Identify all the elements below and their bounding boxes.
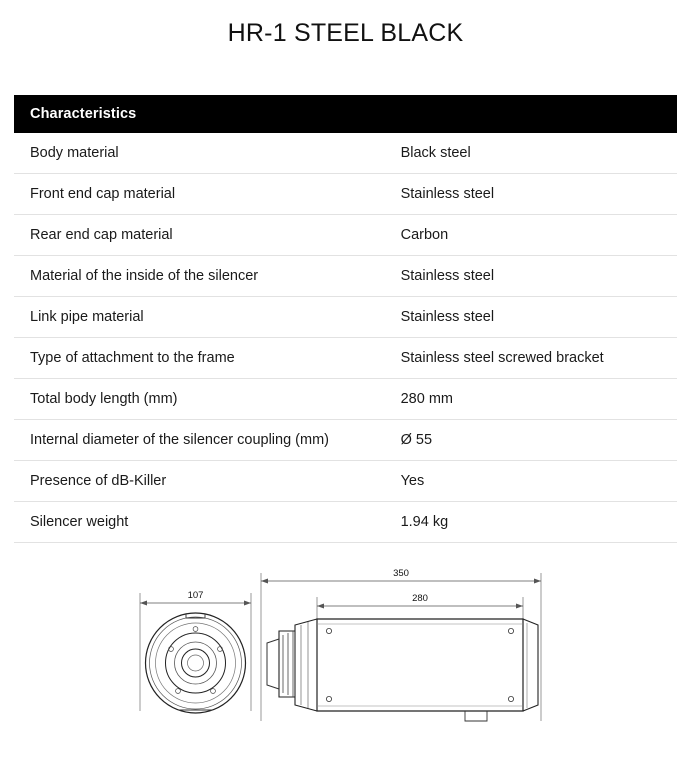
front-view-drawing [128, 571, 263, 746]
row-value: 280 mm [389, 379, 677, 420]
table-row [14, 338, 677, 379]
specifications-section [14, 95, 677, 543]
row-label: Presence of dB-Killer [14, 461, 389, 502]
side-view-svg [255, 561, 555, 751]
row-value: Black steel [389, 133, 677, 174]
technical-drawings [0, 561, 691, 751]
side-view-inner-dimension-label: 280 [412, 593, 428, 604]
table-row [14, 379, 677, 420]
row-label: Link pipe material [14, 297, 389, 338]
table-row [14, 297, 677, 338]
row-label: Rear end cap material [14, 215, 389, 256]
row-value: Stainless steel screwed bracket [389, 338, 677, 379]
front-view-dimension-label: 107 [187, 590, 204, 601]
row-label: Material of the inside of the silencer [14, 256, 389, 297]
table-row [14, 174, 677, 215]
side-view-drawing [255, 561, 555, 751]
row-value: Stainless steel [389, 174, 677, 215]
table-row [14, 133, 677, 174]
row-value: Stainless steel [389, 256, 677, 297]
row-value: Ø 55 [389, 420, 677, 461]
row-label: Body material [14, 133, 389, 174]
table-header-row [14, 95, 677, 133]
row-label: Type of attachment to the frame [14, 338, 389, 379]
characteristics-table [14, 95, 677, 543]
row-label: Total body length (mm) [14, 379, 389, 420]
row-value: Carbon [389, 215, 677, 256]
row-value: Yes [389, 461, 677, 502]
table-row [14, 461, 677, 502]
front-view-svg [128, 571, 263, 746]
page-title: HR-1 STEEL BLACK [227, 19, 464, 47]
table-row [14, 420, 677, 461]
table-row [14, 256, 677, 297]
table-row [14, 502, 677, 543]
table-header-title: Characteristics [14, 95, 677, 133]
row-value: 1.94 kg [389, 502, 677, 543]
row-label: Silencer weight [14, 502, 389, 543]
side-view-outer-dimension-label: 350 [393, 568, 409, 579]
row-label: Front end cap material [14, 174, 389, 215]
row-value: Stainless steel [389, 297, 677, 338]
table-row [14, 215, 677, 256]
row-label: Internal diameter of the silencer coupling (mm) [14, 420, 389, 461]
